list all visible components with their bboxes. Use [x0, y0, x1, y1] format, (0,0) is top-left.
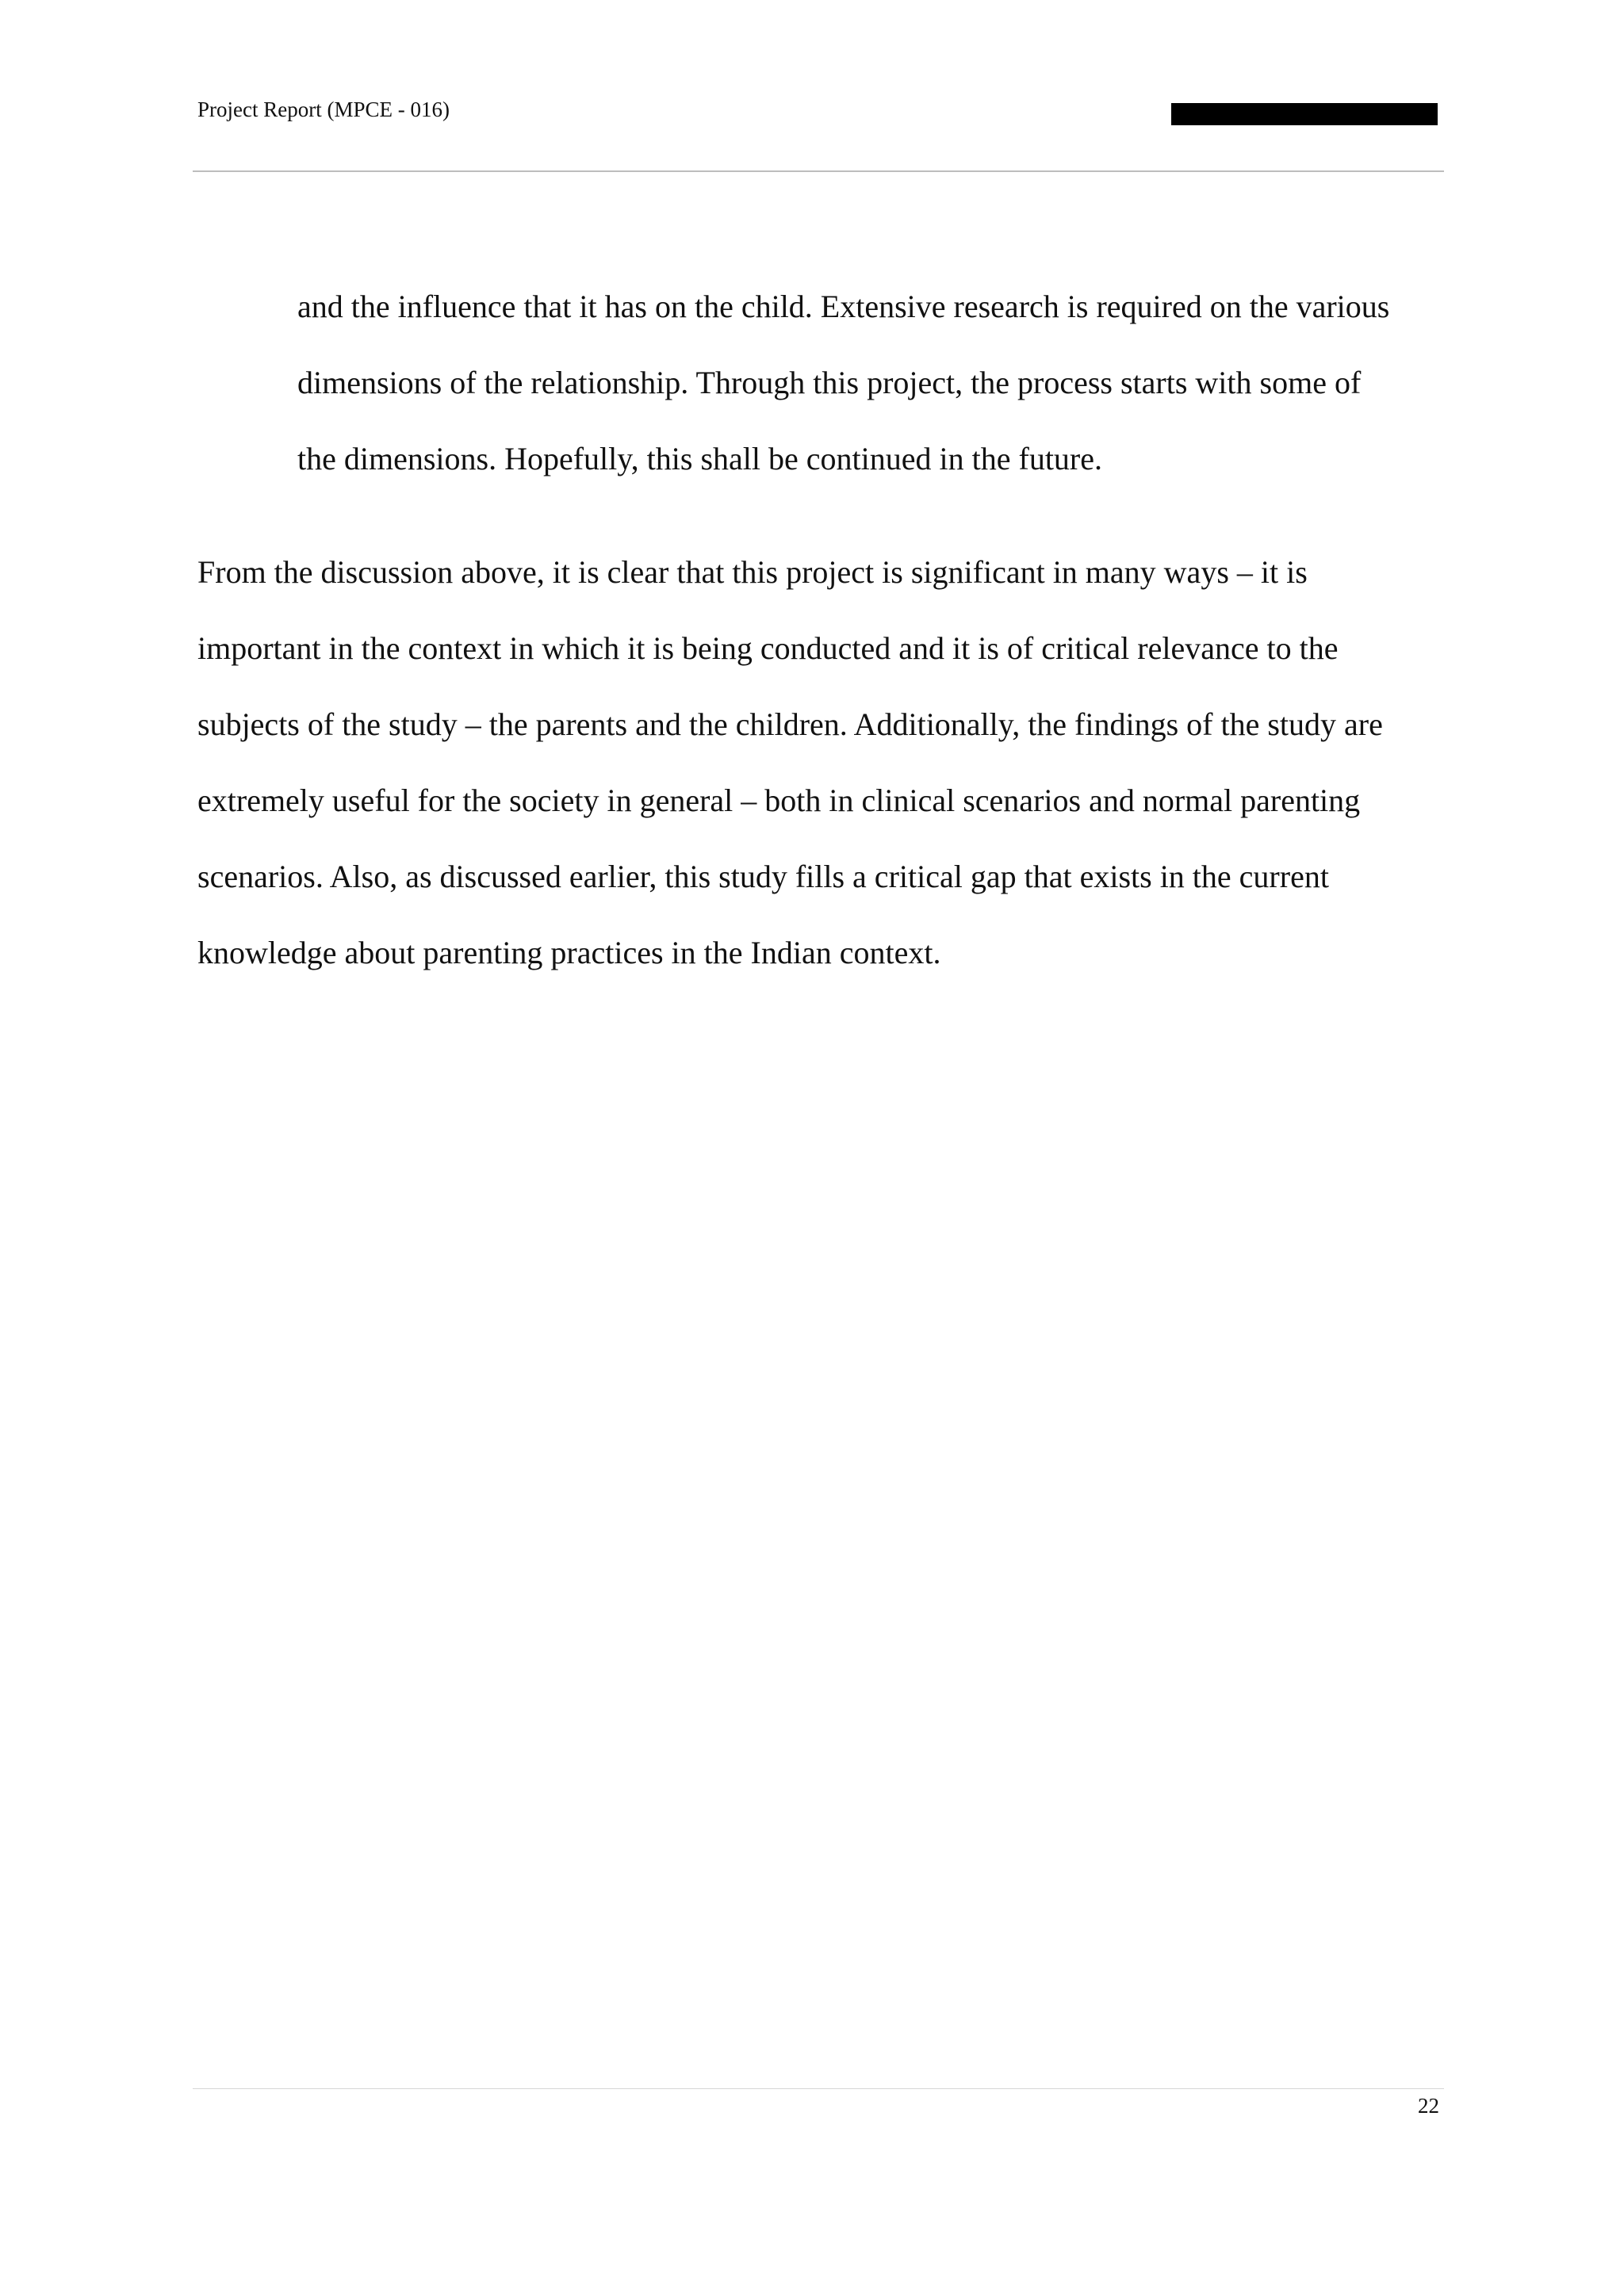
running-header: Project Report (MPCE - 016) — [197, 98, 450, 121]
main-paragraph — [197, 534, 1447, 991]
header-divider — [193, 170, 1444, 172]
text-line: dimensions of the relationship. Through this project, the process starts with some of — [297, 365, 1362, 400]
text-line: scenarios. Also, as discussed earlier, this study fills a critical gap that exists in the current — [197, 859, 1329, 894]
text-line: the dimensions. Hopefully, this shall be continued in the future. — [297, 441, 1102, 476]
text-line: subjects of the study – the parents and the children. Additionally, the findings of the study are — [197, 706, 1383, 742]
page-number: 22 — [1418, 2094, 1439, 2118]
text-line: extremely useful for the society in general – both in clinical scenarios and normal parenting — [197, 783, 1361, 818]
footer-divider — [193, 2088, 1444, 2089]
text-line: knowledge about parenting practices in the Indian context. — [197, 935, 941, 970]
text-line: important in the context in which it is being conducted and it is of critical relevance to the — [197, 630, 1339, 666]
text-line: From the discussion above, it is clear that this project is significant in many ways – it is — [197, 554, 1308, 590]
text-line: and the influence that it has on the child. Extensive research is required on the various — [297, 289, 1390, 324]
redaction-bar — [1171, 103, 1438, 125]
indented-paragraph — [297, 269, 1447, 497]
